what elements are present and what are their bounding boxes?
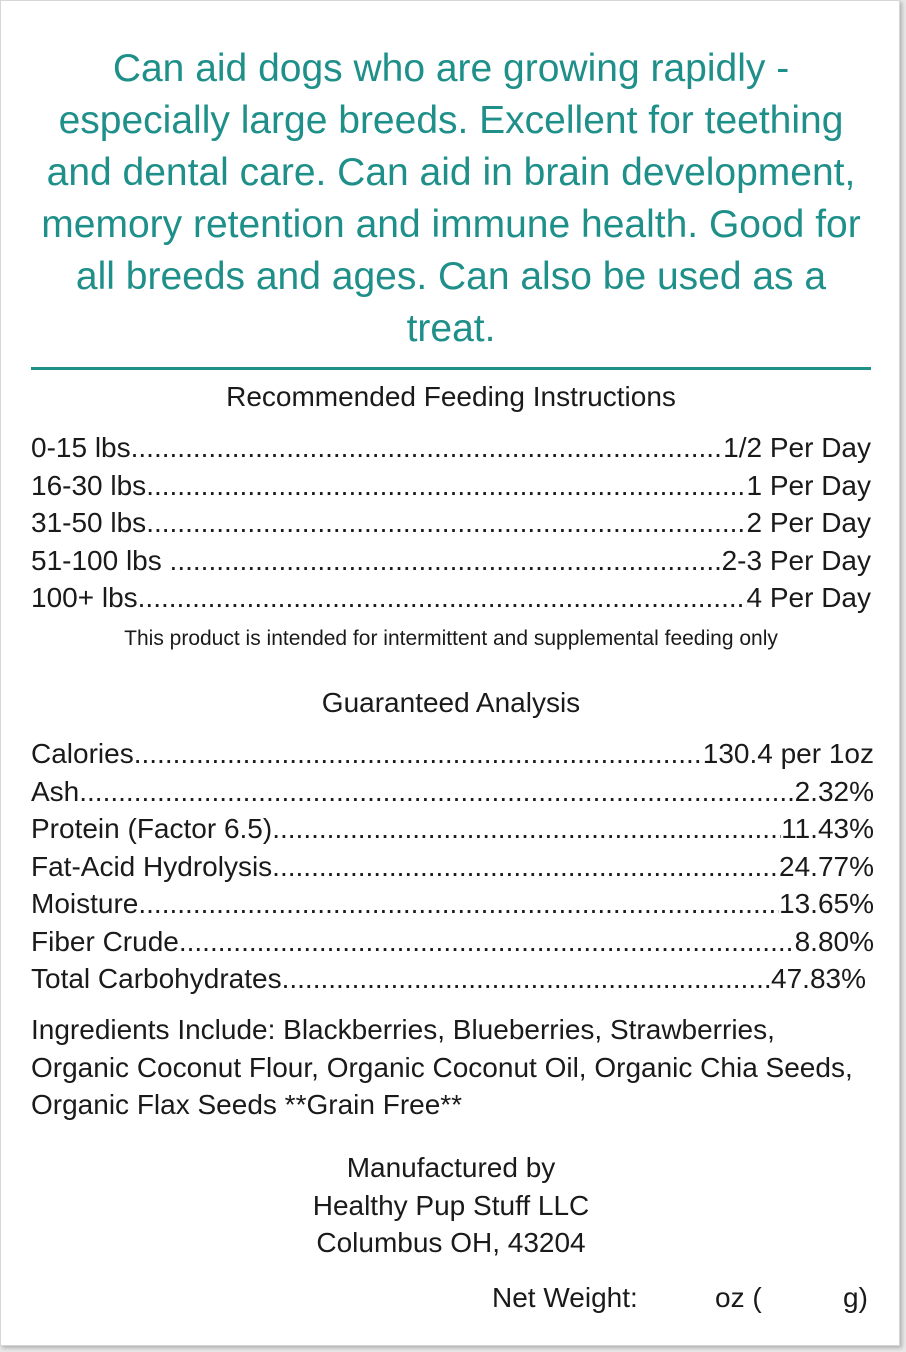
feeding-row xyxy=(31,504,871,542)
dot-leader xyxy=(146,504,746,542)
analysis-value: 13.65% xyxy=(779,888,874,919)
manufacturer-address: Columbus OH, 43204 xyxy=(316,1227,586,1258)
analysis-nutrient: Protein (Factor 6.5) xyxy=(31,813,273,844)
feeding-weight: 31-50 lbs xyxy=(31,507,147,538)
dot-leader xyxy=(138,579,747,617)
feeding-amount: 4 Per Day xyxy=(746,582,871,613)
manufacturer-name: Healthy Pup Stuff LLC xyxy=(312,1189,590,1221)
dot-leader xyxy=(170,542,722,580)
dot-leader xyxy=(134,735,703,773)
feeding-row xyxy=(31,429,871,467)
analysis-heading: Guaranteed Analysis xyxy=(321,687,581,718)
analysis-row xyxy=(31,735,874,773)
feeding-amount: 2 Per Day xyxy=(746,507,871,538)
analysis-value: 8.80% xyxy=(794,925,874,957)
dot-leader xyxy=(79,773,794,811)
dot-leader xyxy=(272,810,781,848)
analysis-value: 24.77% xyxy=(779,850,874,882)
feeding-note: This product is intended for intermittent and supplemental feeding only xyxy=(124,627,778,650)
manufacturer-block xyxy=(231,1149,671,1262)
analysis-row xyxy=(31,960,866,998)
analysis-value: 11.43% xyxy=(781,813,874,844)
feeding-weight: 100+ lbs xyxy=(31,582,138,613)
feeding-weight: 16-30 lbs xyxy=(31,469,147,501)
net-weight-g-unit: g) xyxy=(843,1282,868,1313)
dot-leader xyxy=(146,467,746,505)
feeding-row xyxy=(31,579,871,617)
feeding-row xyxy=(31,542,871,580)
feeding-amount: 2-3 Per Day xyxy=(721,544,871,576)
ingredients-text: Ingredients Include: Blackberries, Blueberries, Strawberries, Organic Coconut Flour, Organic Coconut Oil, Organic Chia Seeds, Organic Flax Seeds **Grain Free** xyxy=(31,1014,853,1120)
analysis-table xyxy=(31,735,874,998)
dot-leader xyxy=(282,960,771,998)
analysis-row xyxy=(31,885,874,923)
analysis-value: 47.83% xyxy=(771,963,866,994)
analysis-nutrient: Calories xyxy=(31,738,134,769)
feeding-heading: Recommended Feeding Instructions xyxy=(226,381,676,412)
dot-leader xyxy=(131,429,724,467)
analysis-value: 2.32% xyxy=(794,775,874,807)
analysis-row xyxy=(31,810,874,848)
analysis-nutrient: Ash xyxy=(31,775,80,807)
net-weight-oz-unit: oz ( xyxy=(715,1282,762,1313)
analysis-value: 130.4 per 1oz xyxy=(702,738,874,769)
analysis-row xyxy=(31,923,874,961)
manufacturer-label: Manufactured by xyxy=(346,1152,556,1183)
feeding-amount: 1 Per Day xyxy=(746,469,871,501)
dot-leader xyxy=(138,885,779,923)
analysis-nutrient: Fiber Crude xyxy=(31,925,179,957)
analysis-nutrient: Fat-Acid Hydrolysis xyxy=(31,850,273,882)
feeding-row xyxy=(31,467,871,505)
feeding-weight: 51-100 lbs xyxy=(31,544,170,576)
analysis-row xyxy=(31,773,874,811)
product-description: Can aid dogs who are growing rapidly - especially large breeds. Excellent for teething and dental care. Can aid in brain development, memory retention and immune health. Good for all breeds and ages. Can also be used as a treat. xyxy=(41,47,861,350)
net-weight-label: Net Weight: xyxy=(492,1282,638,1313)
dot-leader xyxy=(272,848,779,886)
feeding-amount: 1/2 Per Day xyxy=(723,432,871,463)
analysis-nutrient: Moisture xyxy=(31,888,139,919)
dot-leader xyxy=(179,923,795,961)
divider-rule xyxy=(31,367,871,370)
feeding-table xyxy=(31,429,871,617)
feeding-weight: 0-15 lbs xyxy=(31,432,131,463)
analysis-row xyxy=(31,848,874,886)
analysis-nutrient: Total Carbohydrates xyxy=(31,963,282,994)
